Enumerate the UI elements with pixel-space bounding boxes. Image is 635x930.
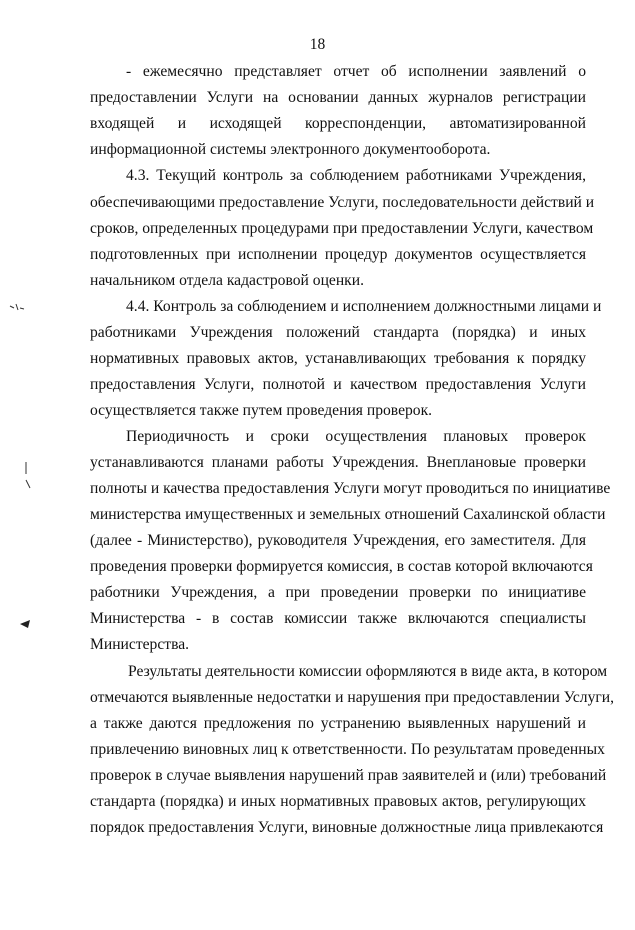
text-line: обеспечивающими предоставление Услуги, последовательности действий и	[90, 194, 595, 211]
text-line: Министерства - в состав комиссии также включаются специалисты	[90, 610, 586, 627]
text-line: предоставления Услуги, полнотой и качеством предоставления Услуги	[90, 376, 586, 393]
text-line: входящей и исходящей корреспонденции, автоматизированной	[90, 115, 586, 132]
text-line: стандарта (порядка) и иных нормативных правовых актов, регулирующих	[90, 793, 586, 810]
text-line: нормативных правовых актов, устанавливающих требования к порядку	[90, 350, 586, 367]
text-line: министерства имущественных и земельных отношений Сахалинской области	[90, 506, 606, 523]
text-line: отмечаются выявленные недостатки и нарушения при предоставлении Услуги,	[90, 689, 615, 706]
text-line: Министерства.	[90, 636, 190, 653]
scan-mark-lower	[20, 620, 30, 628]
text-line: работниками Учреждения положений стандарта (порядка) и иных	[90, 324, 586, 341]
text-line: Периодичность и сроки осуществления плановых проверок	[126, 428, 586, 445]
text-line: осуществляется также путем проведения проверок.	[90, 402, 433, 419]
text-line: проведения проверки формируется комиссия, в состав которой включаются	[90, 558, 593, 575]
text-line: полноты и качества предоставления Услуги могут проводиться по инициативе	[90, 480, 611, 497]
text-line: - ежемесячно представляет отчет об исполнении заявлений о	[126, 63, 586, 80]
scan-artifact-marks	[0, 290, 40, 930]
scan-mark-middle	[26, 462, 30, 488]
text-line: информационной системы электронного документооборота.	[90, 141, 491, 158]
text-line: привлечению виновных лиц к ответственности. По результатам проведенных	[90, 741, 605, 758]
text-line: сроков, определенных процедурами при предоставлении Услуги, качеством	[90, 220, 594, 237]
text-line: начальником отдела кадастровой оценки.	[90, 272, 364, 289]
text-line: предоставлении Услуги на основании данных журналов регистрации	[90, 89, 586, 106]
text-line: подготовленных при исполнении процедур документов осуществляется	[90, 246, 586, 263]
text-line: работники Учреждения, а при проведении проверки по инициативе	[90, 584, 586, 601]
text-line: проверок в случае выявления нарушений прав заявителей и (или) требований	[90, 767, 607, 784]
text-line: 4.4. Контроль за соблюдением и исполнением должностными лицами и	[126, 298, 602, 315]
text-line: порядок предоставления Услуги, виновные должностные лица привлекаются	[90, 819, 604, 836]
page-number: 18	[309, 36, 326, 53]
text-line: 4.3. Текущий контроль за соблюдением работниками Учреждения,	[126, 167, 586, 184]
text-line: а также даются предложения по устранению выявленных нарушений и	[90, 715, 586, 732]
scan-mark-upper	[10, 304, 24, 310]
text-line: Результаты деятельности комиссии оформляются в виде акта, в котором	[128, 663, 608, 680]
text-line: (далее - Министерство), руководителя Учреждения, его заместителя. Для	[90, 532, 586, 549]
text-line: устанавливаются планами работы Учреждения. Внеплановые проверки	[90, 454, 586, 471]
